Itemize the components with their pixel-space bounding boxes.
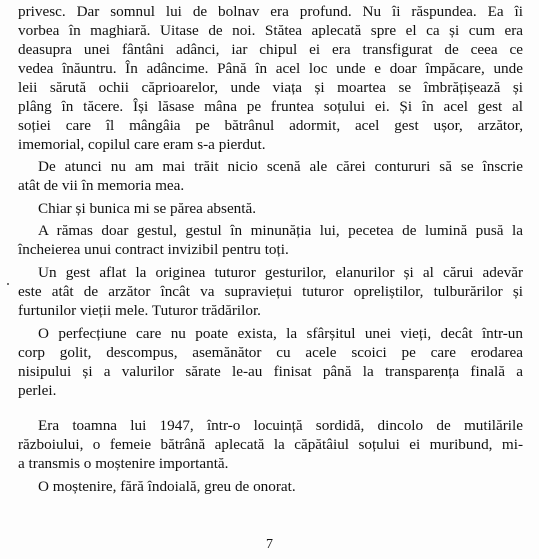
page-number: 7 <box>266 537 273 552</box>
text-line: Chiar și bunica mi se părea absentă. <box>38 200 257 217</box>
text-line: De atunci nu am mai trăit nicio scenă ale cărei contururi să se înscrie <box>38 158 523 175</box>
text-line: a transmis o moștenire importantă. <box>18 455 229 472</box>
text-line: vedea înăuntru. În adâncime. Până în acel loc unde e doar împăcare, unde <box>18 60 523 77</box>
text-line: războiului, o femeie bătrână aplecată la căpătâiul soțului ei muribund, mi- <box>18 436 523 453</box>
text-line: corp golit, descompus, asemănător cu acele scoici pe care erodarea <box>18 344 523 361</box>
print-speck <box>7 283 9 285</box>
text-line: încheierea unui contract invizibil pentru toți. <box>18 241 289 258</box>
text-line: imemorial, copilul care eram s-a pierdut. <box>18 136 266 153</box>
text-line: atât de vii în memoria mea. <box>18 177 185 194</box>
text-line: Un gest aflat la originea tuturor gesturilor, elanurilor și al cărui adevăr <box>38 264 523 281</box>
text-line: leii sărută ochii căprioarelor, unde viața și moartea se îmbrățișează și <box>18 79 523 96</box>
text-line: soției care îl mângâia pe bătrânul adormit, acel gest ușor, arzător, <box>18 117 523 134</box>
text-line: Era toamna lui 1947, într-o locuință sordidă, dincolo de mutilările <box>38 417 523 434</box>
text-line: perlei. <box>18 382 57 399</box>
text-line: nisipului și a valurilor sărate le-au finisat până la transparența finală a <box>18 363 523 380</box>
text-line: O perfecțiune care nu poate exista, la sfârșitul unei vieți, decât într-un <box>38 325 523 342</box>
text-line: furtunilor vieții mele. Tuturor trădărilor. <box>18 302 261 319</box>
text-line: vorbea în maghiară. Uitase de noi. Stătea aplecată spre el ca și cum era <box>18 22 523 39</box>
text-line: privesc. Dar somnul lui de bolnav era profund. Nu îi răspundea. Ea îi <box>18 3 523 20</box>
text-line: A rămas doar gestul, gestul în minunăția lui, pecetea de lumină pusă la <box>38 222 523 239</box>
text-line: deasupra unei fântâni adânci, iar chipul ei era transfigurat de ceea ce <box>18 41 523 58</box>
text-line: plâng în tăcere. Își lăsase mâna pe fruntea soțului ei. Și în acel gest al <box>18 98 523 115</box>
text-line: este atât de arzător încât va supraviețui tuturor opreliștilor, tulburărilor și <box>18 283 523 300</box>
text-line: O moștenire, fără îndoială, greu de onorat. <box>38 478 296 495</box>
